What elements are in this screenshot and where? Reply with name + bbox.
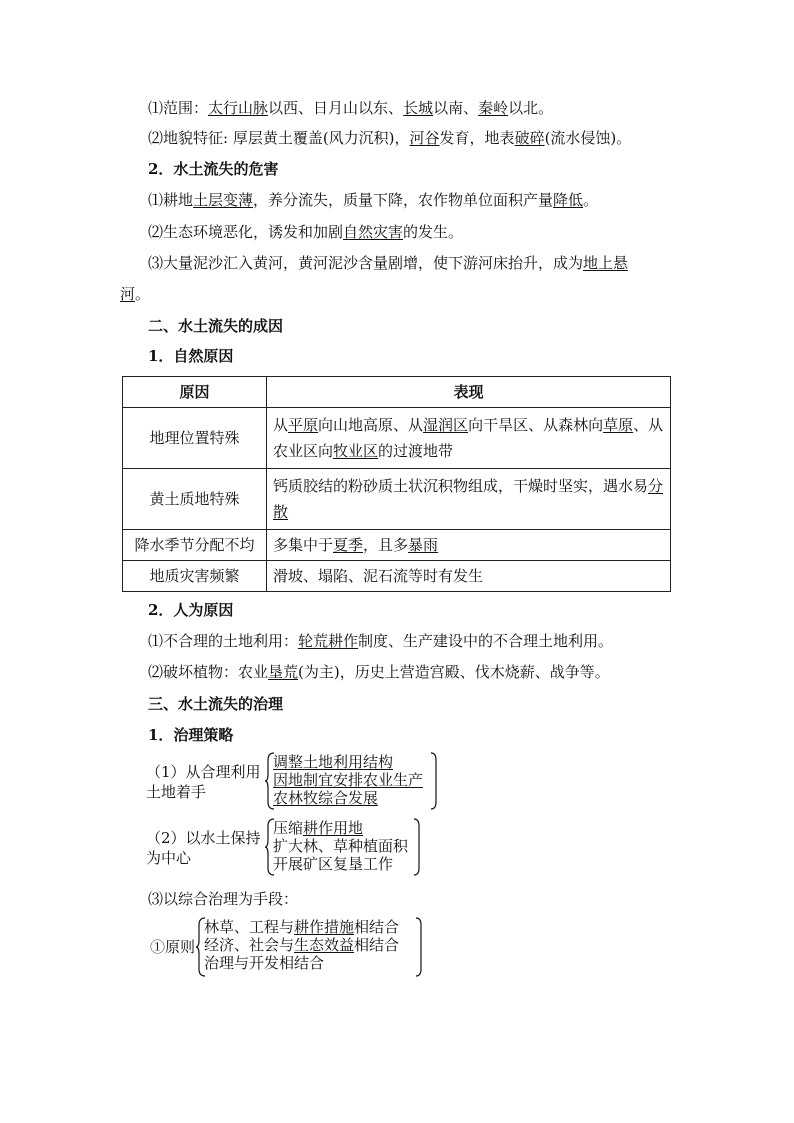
text: 多集中于 xyxy=(273,536,334,554)
list-item xyxy=(273,819,408,837)
text: 压缩 xyxy=(273,819,304,837)
keyword: 因地制宜安排农业生产 xyxy=(273,771,424,789)
strategy2-label xyxy=(146,828,261,868)
list-item xyxy=(204,954,399,972)
list-item xyxy=(273,837,408,855)
natural-causes-table xyxy=(122,376,671,592)
keyword: 破碎 xyxy=(514,129,545,147)
text: ，养分流失，质量下降，农作物单位面积产量 xyxy=(253,191,554,209)
text: 向干旱区、从森林向 xyxy=(468,416,604,434)
keyword: 降低 xyxy=(553,191,584,209)
list-item xyxy=(273,789,423,807)
strategy1-items xyxy=(273,753,423,807)
text: 以北。 xyxy=(508,99,554,117)
performance-cell xyxy=(267,408,671,469)
text: 制度、生产建设中的不合理土地利用。 xyxy=(358,632,614,650)
principle-label: ①原则 xyxy=(150,938,196,956)
text: ⑴耕地 xyxy=(148,191,194,209)
text: 经济、社会与 xyxy=(204,936,295,954)
list-item xyxy=(204,936,399,954)
performance-cell xyxy=(267,469,671,530)
table-row xyxy=(123,530,671,561)
range-line xyxy=(148,98,553,118)
text: 。 xyxy=(135,285,151,303)
text: 开展矿区复垦工作 xyxy=(273,855,394,873)
text: 发育，地表 xyxy=(439,129,515,147)
keyword: 调整土地利用结构 xyxy=(273,753,394,771)
subsection-heading: 2．人为原因 xyxy=(148,601,234,619)
keyword: 垦荒 xyxy=(268,663,299,681)
keyword: 生态效益 xyxy=(294,936,355,954)
performance-cell xyxy=(267,561,671,592)
text: 、从农业区向 xyxy=(273,416,664,460)
section-heading: 二、水土流失的成因 xyxy=(148,317,284,335)
right-brace-icon xyxy=(414,818,422,876)
text: （1）从合理利用 xyxy=(146,763,261,781)
keyword: 河 xyxy=(120,285,136,303)
text: 滑坡、塌陷、泥石流等时有发生 xyxy=(273,567,484,585)
section-heading: 三、水土流失的治理 xyxy=(148,695,284,713)
text: 。 xyxy=(583,191,599,209)
keyword: 牧业区 xyxy=(333,442,379,460)
text: ⑴范围： xyxy=(148,99,209,117)
text: 扩大林、草种植面积 xyxy=(273,837,409,855)
text: 的过渡地带 xyxy=(378,442,454,460)
strategy1-label xyxy=(146,762,261,802)
keyword: 农林牧综合发展 xyxy=(273,789,379,807)
keyword: 湿润区 xyxy=(423,416,469,434)
text: 从 xyxy=(273,416,289,434)
keyword: 分散 xyxy=(273,477,664,521)
list-item xyxy=(273,855,408,873)
text: (流水侵蚀)。 xyxy=(544,129,632,147)
keyword: 暴雨 xyxy=(408,536,439,554)
text: (为主)，历史上营造宫殿、伐木烧薪、战争等。 xyxy=(298,663,610,681)
cause-cell: 地质灾害频繁 xyxy=(123,561,267,592)
keyword: 草原 xyxy=(603,416,634,434)
text: 钙质胶结的粉砂质土状沉积物组成，干燥时坚实，遇水易 xyxy=(273,477,649,495)
table-row xyxy=(123,561,671,592)
list-item xyxy=(273,753,423,771)
text: 的发生。 xyxy=(403,223,464,241)
human-cause-line-2 xyxy=(148,662,610,682)
strategy2-items xyxy=(273,819,408,873)
text: 土地着手 xyxy=(146,783,207,801)
subsection-heading: 1．自然原因 xyxy=(148,347,234,365)
keyword: 地上悬 xyxy=(583,254,629,272)
cause-cell: 降水季节分配不均 xyxy=(123,530,267,561)
text: ⑵地貌特征: 厚层黄土覆盖(风力沉积)， xyxy=(148,129,410,147)
comprehensive-heading: ⑶以综合治理为手段： xyxy=(148,890,299,908)
text: 以西、日月山以东、 xyxy=(268,99,404,117)
section-heading: 2．水土流失的危害 xyxy=(148,160,279,178)
list-item xyxy=(273,771,423,789)
text: 相结合 xyxy=(354,936,400,954)
keyword: 土层变薄 xyxy=(193,191,254,209)
text: 为中心 xyxy=(146,849,192,867)
cause-cell: 黄土质地特殊 xyxy=(123,469,267,530)
keyword: 夏季 xyxy=(333,536,364,554)
keyword: 自然灾害 xyxy=(343,223,404,241)
text: ⑶大量泥沙汇入黄河，黄河泥沙含量剧增，使下游河床抬升，成为 xyxy=(148,254,584,272)
text: ，且多 xyxy=(363,536,409,554)
subsection-heading: 1．治理策略 xyxy=(148,726,234,744)
header-performance: 表现 xyxy=(267,377,671,408)
cause-cell: 地理位置特殊 xyxy=(123,408,267,469)
right-brace-icon xyxy=(431,752,439,810)
table-row xyxy=(123,408,671,469)
hazard-line-3-cont xyxy=(120,284,150,304)
text: 林草、工程与 xyxy=(204,918,295,936)
keyword: 秦岭 xyxy=(478,99,509,117)
right-brace-icon xyxy=(416,917,424,977)
hazard-line-3 xyxy=(148,253,628,273)
performance-cell xyxy=(267,530,671,561)
keyword: 耕作措施 xyxy=(294,918,355,936)
text: 治理与开发相结合 xyxy=(204,954,325,972)
text: ⑵生态环境恶化，诱发和加剧 xyxy=(148,223,344,241)
table-row xyxy=(123,469,671,530)
list-item xyxy=(204,918,399,936)
text: （2）以水土保持 xyxy=(146,829,261,847)
text: 向山地高原、从 xyxy=(318,416,424,434)
text: ⑵破坏植物：农业 xyxy=(148,663,269,681)
text: 以南、 xyxy=(433,99,479,117)
text: ⑴不合理的土地利用： xyxy=(148,632,299,650)
keyword: 太行山脉 xyxy=(208,99,269,117)
human-cause-line-1 xyxy=(148,631,613,651)
keyword: 长城 xyxy=(403,99,434,117)
keyword: 河谷 xyxy=(409,129,440,147)
keyword: 轮荒耕作 xyxy=(298,632,359,650)
table-header-row xyxy=(123,377,671,408)
hazard-line-1 xyxy=(148,190,598,210)
header-cause: 原因 xyxy=(123,377,267,408)
hazard-line-2 xyxy=(148,222,463,242)
keyword: 耕作用地 xyxy=(303,819,364,837)
text: 相结合 xyxy=(354,918,400,936)
principle-items xyxy=(204,918,399,972)
keyword: 平原 xyxy=(288,416,319,434)
landform-line xyxy=(148,128,631,148)
